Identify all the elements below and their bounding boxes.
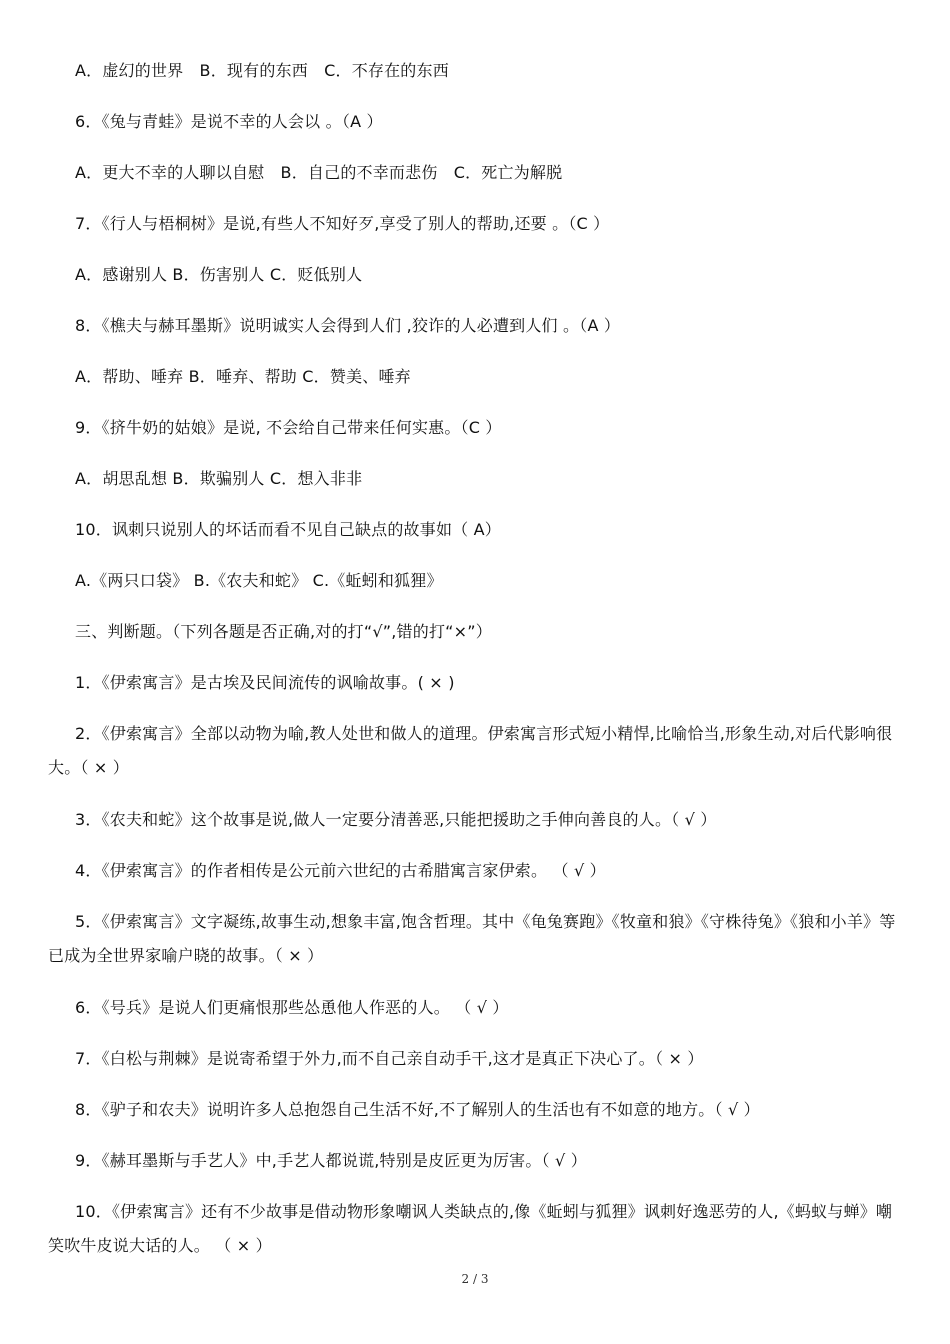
question-line: 9．《挤牛奶的姑娘》是说, 不会给自己带来任何实惠。（C ）: [75, 418, 502, 437]
judgment-item: 1．《伊索寓言》是古埃及民间流传的讽喻故事。( × ): [75, 673, 455, 692]
page-number: 2 / 3: [461, 1272, 489, 1286]
judgment-item: 4．《伊索寓言》的作者相传是公元前六世纪的古希腊寓言家伊索。 （ √ ）: [75, 861, 606, 880]
section-heading: 三、判断题。（下列各题是否正确,对的打“√”,错的打“×”）: [75, 622, 492, 641]
answer-options-line: A．虚幻的世界 B．现有的东西 C．不存在的东西: [75, 61, 449, 80]
answer-options-line: A．帮助、唾弃 B．唾弃、帮助 C．赞美、唾弃: [75, 367, 411, 386]
judgment-item: 6．《号兵》是说人们更痛恨那些怂恿他人作恶的人。 （ √ ）: [75, 998, 509, 1017]
answer-options-line: A．胡思乱想 B．欺骗别人 C．想入非非: [75, 469, 363, 488]
judgment-item: 9．《赫耳墨斯与手艺人》中,手艺人都说谎,特别是皮匠更为厉害。（ √ ）: [75, 1151, 587, 1170]
judgment-item: 2．《伊索寓言》全部以动物为喻,教人处世和做人的道理。伊索寓言形式短小精悍,比喻恰当,形象生动,对后代影响很大。（ × ）: [48, 724, 893, 777]
judgment-item: 8．《驴子和农夫》说明许多人总抱怨自己生活不好,不了解别人的生活也有不如意的地方。（ √ ）: [75, 1100, 760, 1119]
judgment-item: 5．《伊索寓言》文字凝练,故事生动,想象丰富,饱含哲理。其中《龟兔赛跑》《牧童和狼》《守株待兔》《狼和小羊》等已成为全世界家喻户晓的故事。（ × ）: [48, 912, 896, 965]
answer-options-line: A．感谢别人 B．伤害别人 C．贬低别人: [75, 265, 363, 284]
question-line: 6．《兔与青蛙》是说不幸的人会以 。（A ）: [75, 112, 383, 131]
judgment-item: 7．《白松与荆棘》是说寄希望于外力,而不自己亲自动手干,这才是真正下决心了。（ × ）: [75, 1049, 704, 1068]
question-line: 10．讽刺只说别人的坏话而看不见自己缺点的故事如（ A）: [75, 520, 501, 539]
question-line: 7．《行人与梧桐树》是说,有些人不知好歹,享受了别人的帮助,还要 。（C ）: [75, 214, 610, 233]
judgment-item: 10．《伊索寓言》还有不少故事是借动物形象嘲讽人类缺点的,像《蚯蚓与狐狸》讽刺好逸恶劳的人,《蚂蚁与蝉》嘲笑吹牛皮说大话的人。 （ × ）: [48, 1202, 893, 1255]
question-line: 8．《樵夫与赫耳墨斯》说明诚实人会得到人们 ,狡诈的人必遭到人们 。（A ）: [75, 316, 621, 335]
answer-options-line: A.《两只口袋》 B.《农夫和蛇》 C.《蚯蚓和狐狸》: [75, 571, 443, 590]
answer-options-line: A．更大不幸的人聊以自慰 B．自己的不幸而悲伤 C．死亡为解脱: [75, 163, 563, 182]
judgment-item: 3．《农夫和蛇》这个故事是说,做人一定要分清善恶,只能把援助之手伸向善良的人。（ √ ）: [75, 810, 717, 829]
